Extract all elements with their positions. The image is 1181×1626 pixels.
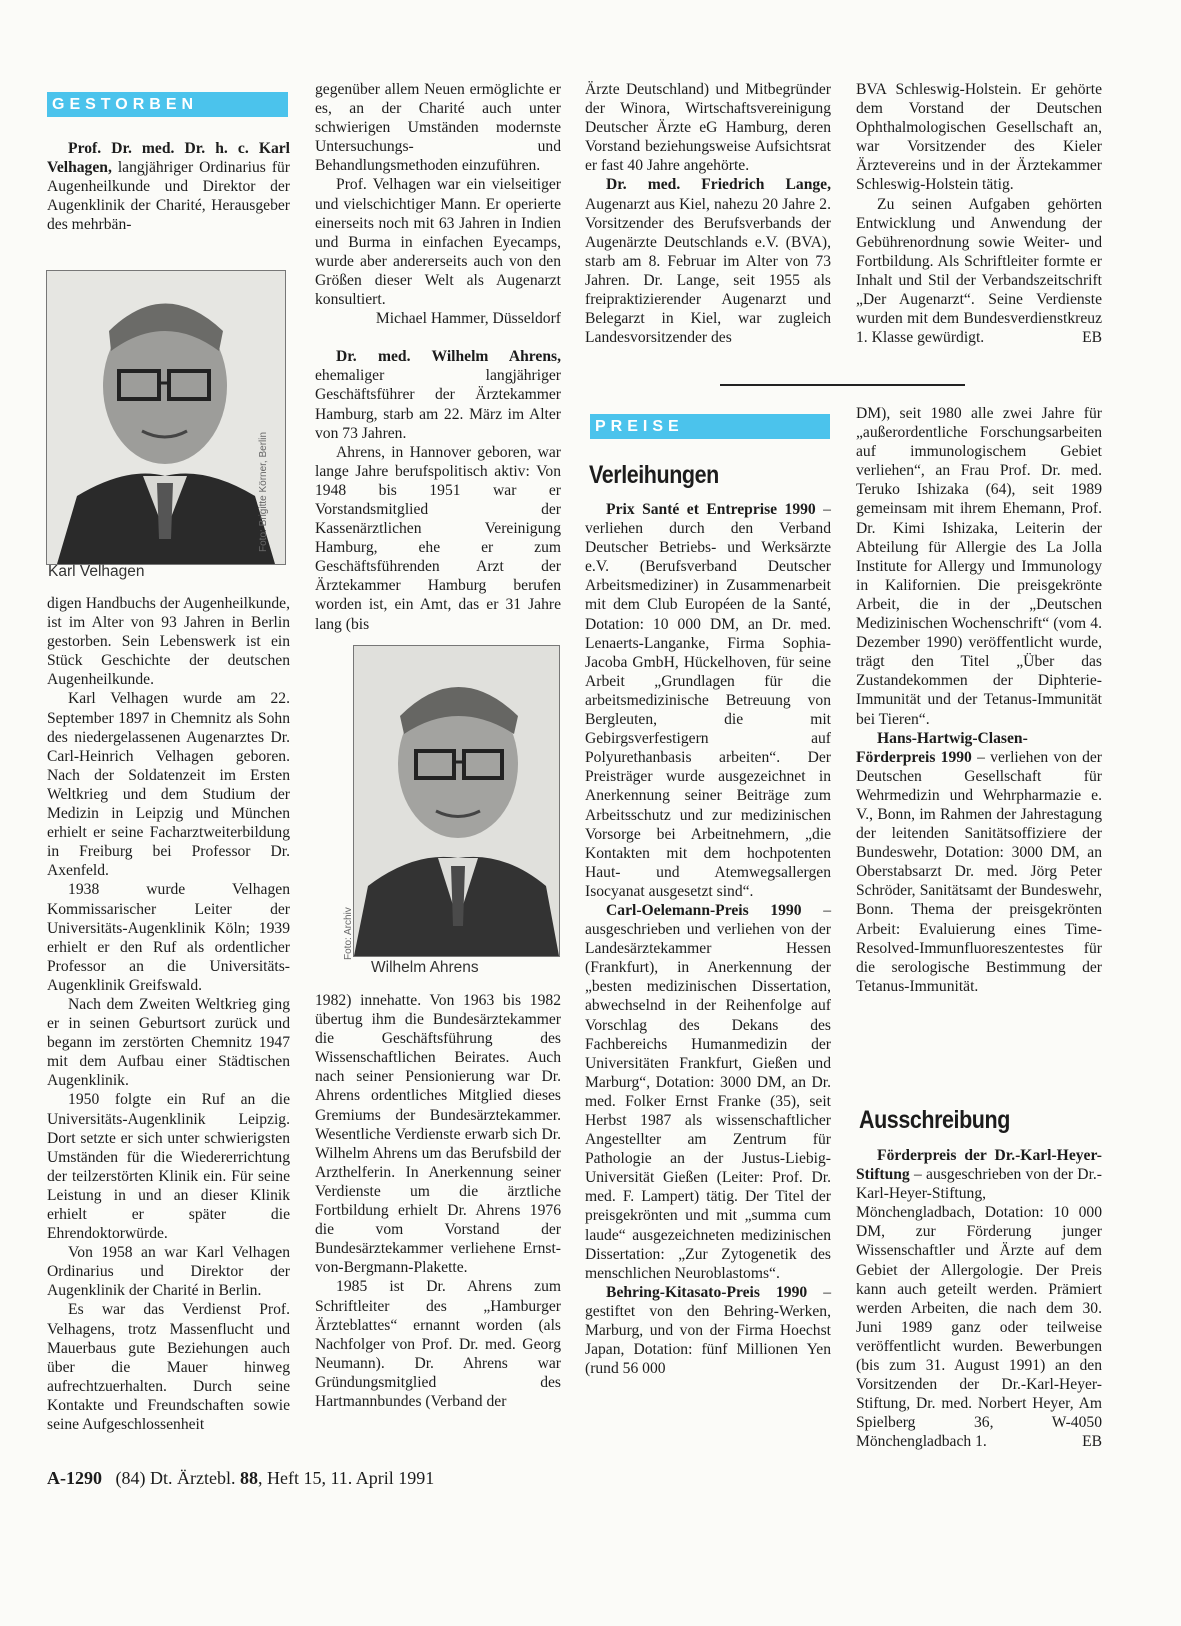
paragraph: Nach dem Zweiten Weltkrieg ging er in seinen Geburtsort zurück und begann im zerstörten Chemnitz 1947 mit dem Aufbau einer Städtischen Augenklinik. bbox=[47, 995, 290, 1090]
paragraph: Von 1958 an war Karl Velhagen Ordinarius und Direktor der Augenklinik der Charité in Berlin. bbox=[47, 1244, 290, 1300]
paragraph-text: – ausgeschrieben und verliehen von der Landesärztekammer Hessen (Frankfurt), in Anerkennung der „besten medizinischen Dissertation, abwechselnd in der Reihenfolge auf Vorschlag des Dekans des Fachbereichs Humanmedizin der Universitäten Frankfurt, Gießen und Marburg“, Dotation: 3000 DM, an Dr. med. Folker Ernst Franke (35), seit Herbst 1987 als wissenschaftlicher Angestellter am Zentrum für Pathologie an der Justus-Liebig-Universität Gießen (Leiter: Prof. Dr. med. F. Lampert) tätig. Der Titel der preisgekrönten und mit „summa cum laude“ ausgezeichneten medizinischen Dissertation: „Zur Zytogenetik des menschlichen Neuroblastoms“. bbox=[585, 901, 831, 1282]
paragraph-text: – verliehen durch den Verband Deutscher Betriebs- und Werksärzte e.V. (Berufsverband Deutscher Arbeitsmediziner) in Zusammenarbeit mit dem Club Européen de la Santé, Dotation: 10 000 DM, an Dr. med. Lenaerts-Langanke, Firma Sophia-Jacoba GmbH, Hückelhoven, für seine Arbeit „Grundlagen für die arbeitsmedizinische Betreuung von Bergleuten, die mit Gebirgsverfestigern auf Polyurethanbasis arbeiten“. Der Preisträger wurde ausgezeichnet in Anerkennung seiner Beiträge zum Arbeitsschutz und zur medizinischen Vorsorge bei Arbeitnehmern, „die Kontakten mit dem hochpotenten Haut- und Atemwegsallergen Isocyanat ausgesetzt sind“. bbox=[585, 501, 831, 900]
paragraph: gegenüber allem Neuen ermöglichte er es, an der Charité auch unter schwierigen Umständen modernste Untersuchungs- und Behandlungsmethoden einzuführen. bbox=[315, 81, 561, 175]
paragraph bbox=[47, 139, 290, 234]
paragraph: BVA Schleswig-Holstein. Er gehörte dem Vorstand der Deutschen Ophthalmologischen Gesellschaft an, war Vorsitzender des Kieler Ärztevereins und in der Ärztekammer Schleswig-Holstein tätig. bbox=[856, 81, 1102, 194]
article-velhagen-intro bbox=[47, 139, 290, 234]
author-signature: Michael Hammer, Düsseldorf bbox=[375, 310, 561, 328]
prize-name: Hans-Hartwig-Clasen-Förderpreis 1990 bbox=[856, 729, 1028, 766]
prize-name: Carl-Oelemann-Preis 1990 bbox=[606, 901, 802, 919]
paragraph: DM), seit 1980 alle zwei Jahre für „außerordentliche Forschungsarbeiten auf immunologischem Gebiet verliehen“, an Frau Prof. Dr. med. Teruko Ishizaka (64), seit 1989 gemeinsam mit ihrem Ehemann, Prof. Dr. Kimi Ishizaka, Leiterin der Abteilung für Allergie des La Jolla Institute for Allergy und Immunology in Kalifornien. Die preisgekrönte Arbeit, die in der „Deutschen Medizinischen Wochenschrift“ (vom 4. Dezember 1990) veröffentlicht wurde, trägt den Titel „Über das Zustandekommen der Diphterie-Immunität und der Tetanus-Immunität bei Tieren“. bbox=[856, 405, 1102, 728]
paragraph-text: Augenarzt aus Kiel, nahezu 20 Jahre 2. Vorsitzender des Berufsverbands der Augenärzte Deutschlands e.V. (BVA), starb am 8. Februar im Alter von 73 Jahren. Dr. Lange, seit 1955 als freipraktizierender Augenarzt und Belegarzt in Kiel, war zugleich Landesvorsitzender des bbox=[585, 195, 831, 347]
prize-name: Behring-Kitasato-Preis 1990 bbox=[606, 1283, 808, 1301]
person-name: Dr. med. Friedrich Lange, bbox=[606, 176, 831, 194]
paragraph: Es war das Verdienst Prof. Velhagens, trotz Massenflucht und Mauerbaus gute Beziehungen auch über die Mauer hinweg aufrechtzuerhalten. Durch seine Kontakte und Freundschaften sowie seine Aufgeschlossenheit bbox=[47, 1301, 290, 1434]
paragraph: 1982) innehatte. Von 1963 bis 1982 übertug ihm die Bundesärztekammer die Geschäftsführung des Wissenschaftlichen Beirates. Auch nach seiner Pensionierung war Dr. Ahrens ordentliches Mitglied dieses Gremiums der Bundesärztekammer. Wesentliche Verdienste erwarb sich Dr. Wilhelm Ahrens um das Berufsbild der Arzthelferin. In Anerkennung seiner Verdienste um die ärztliche Fortbildung erhielt Dr. Ahrens 1976 die vom Vorstand der Bundesärztekammer verliehene Ernst-von-Bergmann-Plakette. bbox=[315, 992, 561, 1277]
article-ahrens-body bbox=[315, 991, 561, 1411]
paragraph bbox=[856, 729, 1102, 996]
issue-date: , Heft 15, 11. April 1991 bbox=[257, 1468, 435, 1488]
paragraph: Karl Velhagen wurde am 22. September 1897 in Chemnitz als Sohn des niedergelassenen Augenarztes Dr. Carl-Heinrich Velhagen geboren. Nach der Soldatenzeit im Ersten Weltkrieg und dem Studium der Medizin in Leipzig und München erhielt er seine Facharztweiterbildung in Freiburg bei Professor Dr. Axenfeld. bbox=[47, 690, 290, 880]
paragraph-text: – verliehen von der Deutschen Gesellschaft für Wehrmedizin und Wehrpharmazie e. V., Bonn, im Rahmen der Jahrestagung der leitenden Sanitätsoffiziere der Bundeswehr, Dotation: 3000 DM, an Oberstabsarzt Dr. med. Jörg Peter Schröder, Sanitätsamt der Bundeswehr, Bonn. Thema der preisgekrönten Arbeit: Evaluierung eines Time-Resolved-Immunfluoreszentestes für die serologische Bestimmung der Tetanus-Immunität. bbox=[856, 748, 1102, 995]
section-bar-preise bbox=[590, 414, 830, 439]
person-name: Dr. med. Wilhelm Ahrens, bbox=[336, 348, 561, 366]
caption-velhagen: Karl Velhagen bbox=[48, 563, 145, 580]
paragraph-text: – gestiftet von den Behring-Werken, Marburg, und von der Firma Hoechst Japan, Dotation: fünf Millionen Yen (rund 56 000 bbox=[585, 1283, 831, 1378]
paragraph: 1938 wurde Velhagen Kommissarischer Leiter der Universitäts-Augenklinik Köln; 1939 erhielt er den Ruf als ordentlicher Professor an die Universitäts-Augenklinik Greifswald. bbox=[47, 881, 290, 994]
volume-number: 88 bbox=[239, 1468, 258, 1488]
author-initials: EB bbox=[1082, 1433, 1102, 1451]
paragraph bbox=[315, 347, 561, 442]
article-prizes-cont bbox=[856, 404, 1102, 996]
heading-verleihungen: Verleihungen bbox=[589, 461, 719, 489]
article-prizes bbox=[585, 500, 831, 1378]
portrait-velhagen-photo bbox=[46, 270, 286, 565]
paragraph-text: – ausgeschrieben von der Dr.-Karl-Heyer-Stiftung, Mönchengladbach, Dotation: 10 000 DM, zur Förderung junger Wissenschaftler und Ärzte auf dem Gebiet der Allergologie. Der Preis kann auch geteilt werden. Prämiert werden Arbeiten, die nach dem 30. Juni 1989 ganz oder teilweise veröffentlicht wurden. Bewerbungen (bis zum 31. August 1991) an den Vorsitzenden der Dr.-Karl-Heyer-Stiftung, Dr. med. Norbert Heyer, Am Spielberg 36, W-4050 Mönchengladbach 1. bbox=[856, 1166, 1102, 1451]
section-title: GESTORBEN bbox=[52, 96, 199, 113]
paragraph-text: Zu seinen Aufgaben gehörten Entwicklung und Anwendung der Gebührenordnung sowie Weiter- und Fortbildung. Als Schriftleiter formte er Inhalt und Stil der Verbandszeitschrift „Der Augenarzt“. Seine Verdienste wurden mit dem Bundesverdienstkreuz 1. Klasse gewürdigt. bbox=[856, 195, 1102, 347]
article-velhagen-body bbox=[47, 594, 290, 1434]
paragraph-text: ehemaliger langjähriger Geschäftsführer der Ärztekammer Hamburg, starb am 22. März im Alter von 73 Jahren. bbox=[315, 367, 561, 442]
paragraph: 1950 folgte ein Ruf an die Universitäts-Augenklinik Leipzig. Dort setzte er sich unter schwierigsten Umständen für die Wiedererrichtung der teilzerstörten Klinik ein. Für seine Leistung in und an dieser Klinik erhielt er später die Ehrendoktorwürde. bbox=[47, 1091, 290, 1243]
caption-ahrens: Wilhelm Ahrens bbox=[371, 959, 479, 976]
article-ausschreibung bbox=[856, 1146, 1102, 1452]
paragraph bbox=[585, 175, 831, 347]
page-footer bbox=[47, 1468, 434, 1489]
photo-credit-ahrens: Foto: Archiv bbox=[343, 907, 354, 960]
prize-name: Prix Santé et Entreprise 1990 bbox=[606, 501, 816, 518]
section-divider bbox=[720, 384, 965, 386]
page-number: A-1290 bbox=[47, 1468, 102, 1488]
author-initials: EB bbox=[1082, 329, 1102, 347]
paragraph bbox=[585, 901, 831, 1283]
photo-credit-velhagen: Foto: Brigitte Körner, Berlin bbox=[258, 431, 269, 552]
article-col2-top bbox=[315, 80, 561, 634]
paragraph: Ahrens, in Hannover geboren, war lange Jahre berufspolitisch aktiv: Von 1948 bis 1951 war er Vorstandsmitglied der Kassenärztlichen Vereinigung Hamburg, ehe er zum Geschäftsführenden Arzt der Ärztekammer Hamburg berufen worden ist, ein Amt, das er 31 Jahre lang (bis bbox=[315, 443, 561, 633]
paragraph: Ärzte Deutschland) und Mitbegründer der Winora, Wirtschaftsvereinigung Deutscher Ärzte eG Hamburg, deren Vorstand beziehungsweise Aufsichtsrat er fast 40 Jahre angehörte. bbox=[585, 81, 831, 175]
section-bar-gestorben bbox=[47, 92, 288, 117]
paragraph bbox=[856, 1146, 1102, 1452]
paragraph-text: langjähriger Ordinarius für Augenheilkunde und Direktor der Augenklinik der Charité, Herausgeber des mehrbän- bbox=[47, 159, 290, 234]
paragraph bbox=[585, 500, 831, 901]
article-lange-end bbox=[856, 80, 1102, 347]
paragraph bbox=[585, 1283, 831, 1378]
person-name: Prof. Dr. med. Dr. h. c. Karl Velhagen, bbox=[47, 140, 290, 177]
heading-ausschreibung: Ausschreibung bbox=[859, 1106, 1010, 1134]
portrait-ahrens-photo bbox=[353, 645, 560, 957]
section-title: PREISE bbox=[595, 418, 684, 435]
article-lange-top bbox=[585, 80, 831, 347]
prize-name: Förderpreis der Dr.-Karl-Heyer-Stiftung bbox=[856, 1147, 1102, 1184]
journal-ref: (84) Dt. Ärztebl. bbox=[115, 1468, 236, 1488]
paragraph: 1985 ist Dr. Ahrens zum Schriftleiter des „Hamburger Ärzteblattes“ ernannt worden (als Nachfolger von Prof. Dr. med. Georg Neumann). Dr. Ahrens war Gründungsmitglied des Hartmannbundes (Verband der bbox=[315, 1278, 561, 1410]
paragraph: Prof. Velhagen war ein vielseitiger und vielschichtiger Mann. Er operierte einerseits noch mit 63 Jahren in Indien und Burma in einfachen Eyecamps, wurde aber andererseits auch von den Größen dieser Welt als Augenarzt konsultiert. bbox=[315, 176, 561, 309]
paragraph bbox=[856, 195, 1102, 348]
paragraph: digen Handbuchs der Augenheilkunde, ist im Alter von 93 Jahren in Berlin gestorben. Sein Lebenswerk ist ein Stück Geschichte der deutschen Augenheilkunde. bbox=[47, 595, 290, 689]
